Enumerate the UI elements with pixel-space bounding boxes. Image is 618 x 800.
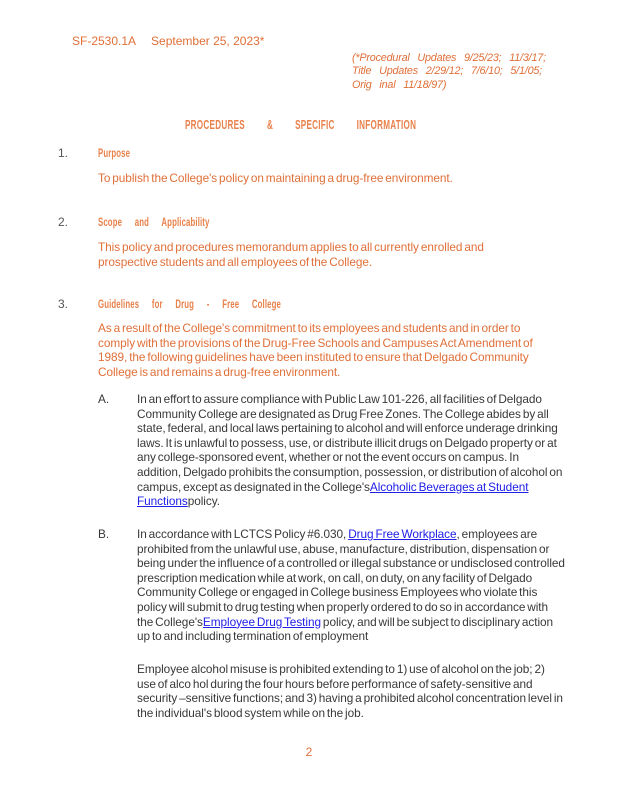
section-1-body: To publish the College's policy on maintaining a drug-free environment. — [98, 171, 453, 185]
page-title-text: PROCEDURES & SPECIFIC INFORMATION — [185, 118, 417, 132]
section-1-heading: Purpose — [98, 146, 131, 160]
subsection-b-marker: B. — [98, 527, 110, 541]
text-segment: policy. — [187, 494, 220, 509]
section-3-body: As a result of the College's commitment to its employees and students and in order to comply with the provisions of the Drug-Free Schools and Campuses Act Amendment of 1989, the following guidelines have been instituted to ensure that Delgado Community College is and remains a drug-free environment. — [98, 321, 533, 379]
subsection-b — [98, 527, 565, 644]
link-employee-drug-testing-policy[interactable]: Employee Drug Testing — [202, 614, 321, 629]
text-segment: , employees are prohibited from the unlawful use, abuse, manufacture, distribution, dispensation or being under the influence of a controlled or illegal substance or undisclosed controlled prescription medication while at work, on call, on duty, on any facility of Delgado Community College or engaged in College business Employees who violate this policy will submit to drug testing when properly ordered to do so in accordance with the College's — [137, 527, 565, 629]
subsection-a-text — [137, 392, 565, 509]
section-2-body: This policy and procedures memorandum applies to all currently enrolled and prospective students and all employees of the College. — [98, 240, 484, 269]
subsection-a-marker: A. — [98, 392, 110, 406]
link-drug-free-workplace-policy[interactable]: Drug Free Workplace — [348, 527, 457, 541]
subsection-b-continuation: Employee alcohol misuse is prohibited extending to 1) use of alcohol on the job; 2) use of alco hol during the four hours before performance of safety-sensitive and security –sensitive functions; and 3) having a prohibited alcohol concentration level in the individual's blood system while on the job. — [137, 662, 563, 720]
page-title — [185, 116, 541, 134]
link-alcoholic-beverages-policy[interactable]: Alcoholic Beverages at Student Functions — [137, 479, 529, 509]
document-id: SF-2530.1A — [72, 34, 137, 48]
revision-line: Orig inal 11/18/97) — [352, 78, 447, 91]
section-2-number: 2. — [58, 215, 69, 229]
subsection-b-text — [137, 527, 565, 644]
section-1-number: 1. — [58, 146, 69, 160]
text-segment: In accordance with LCTCS Policy #6.030, — [137, 527, 349, 541]
document-date: September 25, 2023* — [151, 34, 265, 48]
text-segment: In an effort to assure compliance with Public Law 101-226, all facilities of Delgado Community College are designated as Drug Free Zones. The College abides by all state, federal, and local laws pertaining to alcohol and will enforce underage drinking laws. It is unlawful to possess, use, or distribute illicit drugs on Delgado property or at any college-sponsored event, whether or not the event occurs on campus. In addition, Delgado prohibits the consumption, possession, or distribution of alcohol on campus, except as designated in the College's — [137, 392, 563, 494]
revision-line: (*Procedural Updates 9/25/23; 11/3/17; — [352, 52, 546, 64]
section-3-number: 3. — [58, 297, 69, 311]
section-2-heading: Scope and Applicability — [98, 215, 210, 229]
subsection-a — [98, 392, 565, 509]
section-3-heading: Guidelines for Drug - Free College — [98, 297, 281, 311]
revision-history-note — [352, 52, 594, 92]
section-1-heading-row — [58, 146, 147, 160]
section-2-heading-row — [58, 215, 270, 229]
section-3-heading-row — [58, 297, 380, 311]
text-segment: policy, and will be subject to disciplinary action up to and including termination of employment — [137, 614, 554, 644]
page-number: 2 — [305, 745, 313, 759]
revision-line: Title Updates 2/29/12; 7/6/10; 5/1/05; — [352, 65, 542, 78]
document-header — [72, 34, 264, 48]
